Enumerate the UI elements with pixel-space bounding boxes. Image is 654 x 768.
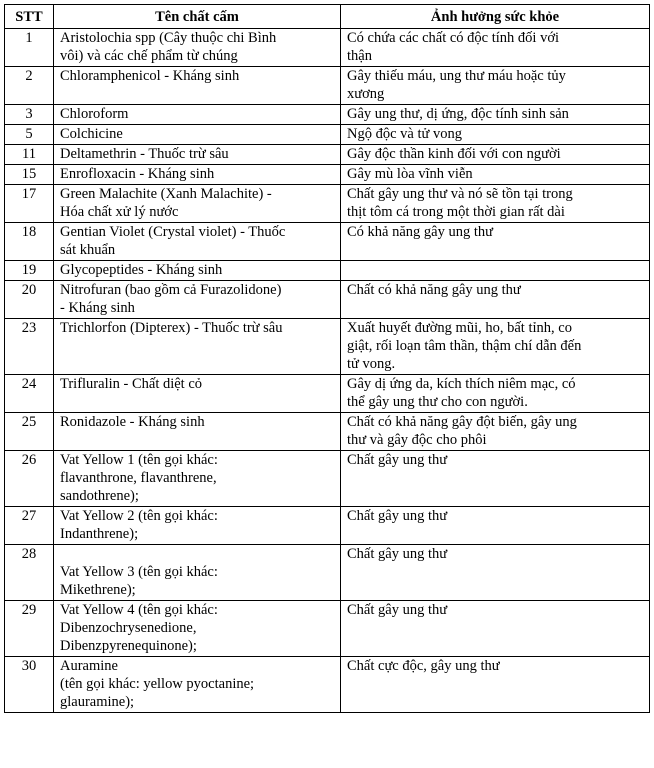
health-effect-cell: [341, 281, 650, 319]
substance-name-line: Vat Yellow 4 (tên gọi khác:: [60, 602, 218, 618]
table-row: [5, 185, 650, 223]
health-effect-cell: [341, 185, 650, 223]
health-effect-cell: [341, 451, 650, 507]
stt-cell: 29: [5, 601, 54, 657]
substance-name-cell: [54, 223, 341, 261]
health-effect-cell: [341, 125, 650, 145]
table-body: [5, 29, 650, 713]
substance-name-cell: [54, 601, 341, 657]
health-effect-cell: [341, 261, 650, 281]
health-effect-cell: [341, 507, 650, 545]
table-row: [5, 375, 650, 413]
substance-name-line: Nitrofuran (bao gồm cả Furazolidone): [60, 282, 282, 298]
health-effect-line: Gây thiếu máu, ung thư máu hoặc tủy: [347, 68, 566, 84]
table-row: [5, 281, 650, 319]
health-effect-cell: [341, 657, 650, 713]
substance-name-cell: [54, 125, 341, 145]
stt-cell: 23: [5, 319, 54, 375]
substance-name-line: Trichlorfon (Dipterex) - Thuốc trừ sâu: [60, 320, 283, 336]
substance-name-line: vôi) và các chế phẩm từ chúng: [60, 48, 238, 64]
table-row: [5, 105, 650, 125]
health-effect-cell: [341, 67, 650, 105]
table-row: [5, 29, 650, 67]
substance-name-line: [60, 545, 334, 563]
substance-name-cell: [54, 261, 341, 281]
stt-cell: 26: [5, 451, 54, 507]
substance-name-line: Vat Yellow 1 (tên gọi khác:: [60, 452, 218, 468]
substance-name-line: glauramine);: [60, 694, 135, 710]
substance-name-line: Trifluralin - Chất diệt cỏ: [60, 376, 203, 392]
stt-cell: 19: [5, 261, 54, 281]
substance-name-line: Ronidazole - Kháng sinh: [60, 414, 205, 430]
table-row: [5, 165, 650, 185]
health-effect-cell: [341, 601, 650, 657]
health-effect-line: giật, rối loạn tâm thần, thậm chí dẫn đến: [347, 338, 582, 354]
table-row: [5, 67, 650, 105]
substance-name-line: Green Malachite (Xanh Malachite) -: [60, 186, 272, 202]
health-effect-line: Gây độc thần kinh đối với con người: [347, 146, 561, 162]
substance-name-cell: [54, 29, 341, 67]
health-effect-cell: [341, 223, 650, 261]
substance-name-line: Deltamethrin - Thuốc trừ sâu: [60, 146, 229, 162]
substance-name-line: Chloramphenicol - Kháng sinh: [60, 68, 240, 84]
substance-name-cell: [54, 451, 341, 507]
stt-cell: 11: [5, 145, 54, 165]
health-effect-line: thịt tôm cá trong một thời gian rất dài: [347, 204, 565, 220]
substance-name-line: flavanthrone, flavanthrene,: [60, 470, 217, 486]
health-effect-line: Có khả năng gây ung thư: [347, 224, 493, 240]
health-effect-line: Gây ung thư, dị ứng, độc tính sinh sản: [347, 106, 569, 122]
health-effect-line: Ngộ độc và tử vong: [347, 126, 462, 142]
substance-name-cell: [54, 375, 341, 413]
stt-cell: 3: [5, 105, 54, 125]
substance-name-line: Enrofloxacin - Kháng sinh: [60, 166, 215, 182]
health-effect-line: Chất có khả năng gây đột biến, gây ung: [347, 414, 577, 430]
substance-name-line: sandothrene);: [60, 488, 139, 504]
health-effect-cell: [341, 165, 650, 185]
table-row: [5, 125, 650, 145]
header-health-effect: Ảnh hưởng sức khỏe: [341, 5, 650, 29]
substance-name-cell: [54, 507, 341, 545]
substance-name-cell: [54, 185, 341, 223]
health-effect-line: thư và gây độc cho phôi: [347, 432, 487, 448]
stt-cell: 25: [5, 413, 54, 451]
table-row: [5, 145, 650, 165]
health-effect-line: Gây mù lòa vĩnh viễn: [347, 166, 473, 182]
substance-name-line: Dibenzpyrenequinone);: [60, 638, 197, 654]
substance-name-line: Gentian Violet (Crystal violet) - Thuốc: [60, 224, 286, 240]
substance-name-line: Colchicine: [60, 126, 123, 142]
table-row: [5, 413, 650, 451]
health-effect-line: Gây dị ứng da, kích thích niêm mạc, có: [347, 376, 576, 392]
substance-name-line: sát khuẩn: [60, 242, 116, 258]
substance-name-cell: [54, 319, 341, 375]
substance-name-cell: [54, 413, 341, 451]
health-effect-cell: [341, 145, 650, 165]
substance-name-line: Indanthrene);: [60, 526, 139, 542]
substance-name-cell: [54, 67, 341, 105]
substance-name-line: Chloroform: [60, 106, 129, 122]
table-row: [5, 261, 650, 281]
table-row: [5, 223, 650, 261]
substance-name-line: Aristolochia spp (Cây thuộc chi Bình: [60, 30, 277, 46]
stt-cell: 18: [5, 223, 54, 261]
substance-name-line: - Kháng sinh: [60, 300, 135, 316]
header-stt: STT: [5, 5, 54, 29]
health-effect-cell: [341, 375, 650, 413]
header-substance-name: Tên chất cấm: [54, 5, 341, 29]
stt-cell: 27: [5, 507, 54, 545]
health-effect-line: Có chứa các chất có độc tính đối với: [347, 30, 560, 46]
stt-cell: 24: [5, 375, 54, 413]
table-row: [5, 319, 650, 375]
table-row: [5, 601, 650, 657]
substance-name-line: Glycopeptides - Kháng sinh: [60, 262, 223, 278]
health-effect-line: Chất gây ung thư và nó sẽ tồn tại trong: [347, 186, 573, 202]
stt-cell: 1: [5, 29, 54, 67]
table-row: [5, 545, 650, 601]
substance-name-cell: [54, 165, 341, 185]
health-effect-line: Chất gây ung thư: [347, 508, 448, 524]
health-effect-line: Chất gây ung thư: [347, 602, 448, 618]
substance-name-line: Mikethrene);: [60, 582, 136, 598]
substance-name-cell: [54, 545, 341, 601]
substance-name-line: Dibenzochrysenedione,: [60, 620, 197, 636]
health-effect-cell: [341, 29, 650, 67]
health-effect-line: Xuất huyết đường mũi, ho, bất tỉnh, co: [347, 320, 572, 336]
stt-cell: 2: [5, 67, 54, 105]
stt-cell: 28: [5, 545, 54, 601]
header-row: [5, 5, 650, 29]
stt-cell: 30: [5, 657, 54, 713]
substance-name-line: (tên gọi khác: yellow pyoctanine;: [60, 676, 255, 692]
health-effect-line: xương: [347, 86, 385, 102]
banned-substances-table: [4, 4, 650, 713]
substance-name-cell: [54, 105, 341, 125]
health-effect-line: Chất có khả năng gây ung thư: [347, 282, 521, 298]
substance-name-line: Auramine: [60, 658, 118, 674]
table-row: [5, 507, 650, 545]
health-effect-cell: [341, 413, 650, 451]
substance-name-cell: [54, 281, 341, 319]
health-effect-line: Chất gây ung thư: [347, 452, 448, 468]
health-effect-line: Chất cực độc, gây ung thư: [347, 658, 500, 674]
health-effect-line: thận: [347, 48, 372, 64]
table-row: [5, 451, 650, 507]
substance-name-cell: [54, 657, 341, 713]
stt-cell: 20: [5, 281, 54, 319]
table-row: [5, 657, 650, 713]
health-effect-line: Chất gây ung thư: [347, 546, 448, 562]
health-effect-cell: [341, 545, 650, 601]
stt-cell: 15: [5, 165, 54, 185]
health-effect-line: thể gây ung thư cho con người.: [347, 394, 528, 410]
health-effect-line: tử vong.: [347, 356, 396, 372]
substance-name-line: Vat Yellow 3 (tên gọi khác:: [60, 564, 218, 580]
health-effect-cell: [341, 105, 650, 125]
substance-name-line: Vat Yellow 2 (tên gọi khác:: [60, 508, 218, 524]
substance-name-cell: [54, 145, 341, 165]
substance-name-line: Hóa chất xử lý nước: [60, 204, 179, 220]
stt-cell: 5: [5, 125, 54, 145]
health-effect-cell: [341, 319, 650, 375]
stt-cell: 17: [5, 185, 54, 223]
